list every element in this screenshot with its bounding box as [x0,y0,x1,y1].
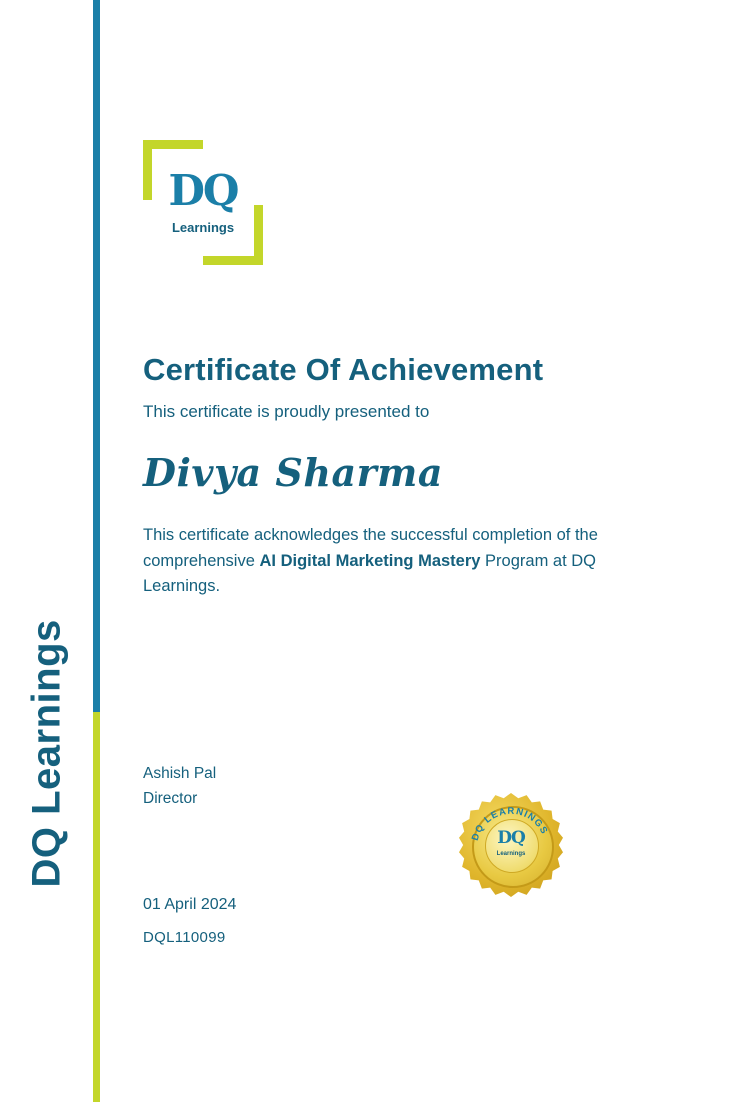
program-name: AI Digital Marketing Mastery [259,551,481,570]
left-accent-bar-lime [93,712,100,1102]
certificate-content [143,352,673,600]
logo-bracket-top-icon [143,140,203,149]
vertical-brand-title: DQ Learnings [24,619,69,888]
issue-date: 01 April 2024 [143,896,237,913]
signatory-role: Director [143,789,198,807]
seal-wordmark: Learnings [496,851,526,857]
brand-logo [143,140,263,265]
gold-seal-icon [459,793,563,897]
signatory-block [143,762,216,812]
seal-arc-label: DQ LEARNINGS [469,805,550,843]
left-accent-bar-blue [93,0,100,712]
description-part-one: This certificate acknowledges the successful completion of the comprehensive [143,526,598,570]
recipient-name: Divya Sharma [143,450,443,495]
logo-wordmark: Learnings [171,220,235,235]
seal-monogram: DQ [497,828,525,848]
page-title: Certificate Of Achievement [143,352,544,387]
signatory-name: Ashish Pal [143,765,217,782]
certificate-id: DQL110099 [143,929,226,946]
achievement-description [143,523,658,600]
description-part-two: Program at DQ Learnings. [143,551,597,596]
logo-monogram: DQ [168,166,238,215]
presentation-line: This certificate is proudly presented to [143,402,430,421]
